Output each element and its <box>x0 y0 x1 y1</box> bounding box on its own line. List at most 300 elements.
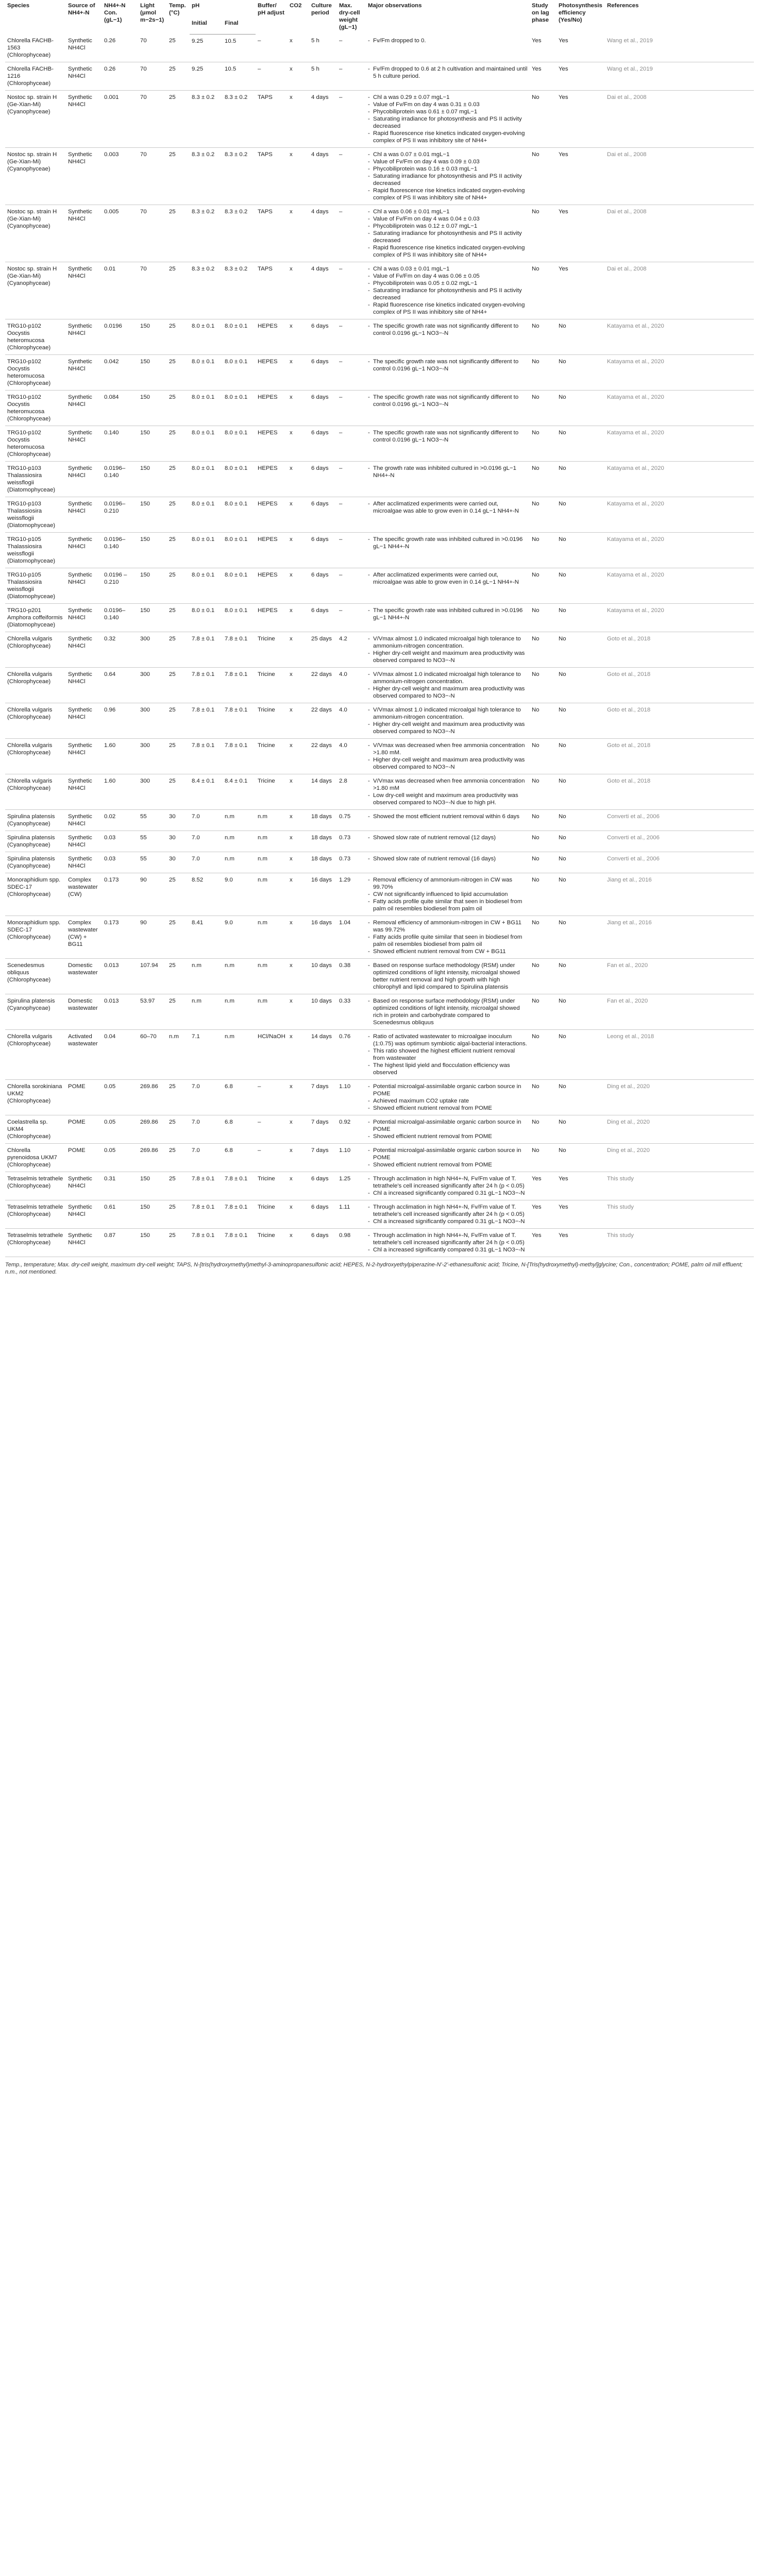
cell-observations <box>366 568 530 604</box>
observation-list <box>368 465 528 479</box>
cell-temperature: 25 <box>167 533 190 568</box>
cell-culture-period: 7 days <box>309 1115 337 1144</box>
cell-ph-initial: n.m <box>190 994 223 1030</box>
cell-lag-phase: Yes <box>530 1200 556 1229</box>
cell-source: Synthetic NH4Cl <box>66 262 102 319</box>
table-row <box>5 568 754 604</box>
cell-co2: x <box>288 668 309 703</box>
cell-photosynthesis: No <box>556 533 605 568</box>
cell-ph-final: 6.8 <box>223 1144 256 1172</box>
cell-lag-phase: No <box>530 497 556 533</box>
cell-observations <box>366 391 530 426</box>
cell-ph-initial: 8.52 <box>190 873 223 916</box>
cell-concentration: 0.04 <box>102 1030 138 1080</box>
cell-light: 150 <box>138 1200 167 1229</box>
observation-item: - Saturating irradiance for photosynthesis and PS II activity decreased <box>368 115 528 130</box>
cell-reference: Goto et al., 2018 <box>605 774 754 810</box>
cell-co2: x <box>288 1115 309 1144</box>
cell-max-dry-weight: 4.0 <box>337 739 366 774</box>
cell-culture-period: 6 days <box>309 604 337 632</box>
cell-source: Synthetic NH4Cl <box>66 831 102 852</box>
cell-concentration: 0.05 <box>102 1144 138 1172</box>
cell-ph-final: 6.8 <box>223 1115 256 1144</box>
cell-light: 269.86 <box>138 1115 167 1144</box>
header-ph-final: Final <box>223 19 256 34</box>
cell-ph-final: 6.8 <box>223 1080 256 1115</box>
observation-item: - The specific growth rate was not significantly different to control 0.0196 gL−1 NO3−-N <box>368 358 528 372</box>
header-lag-phase: Study on lag phase <box>532 3 549 23</box>
cell-lag-phase: No <box>530 959 556 994</box>
observation-list <box>368 671 528 700</box>
cell-species: TRG10-p201 Amphora coffeiformis (Diatomophyceae) <box>5 604 66 632</box>
cell-ph-final: 7.8 ± 0.1 <box>223 739 256 774</box>
cell-ph-initial: 9.25 <box>190 34 223 62</box>
observation-item: - The growth rate was inhibited cultured in >0.0196 gL−1 NH4+-N <box>368 465 528 479</box>
cell-light: 300 <box>138 632 167 668</box>
cell-species: Chlorella pyrenoidosa UKM7 (Chlorophyceae) <box>5 1144 66 1172</box>
cell-ph-initial: 8.0 ± 0.1 <box>190 568 223 604</box>
cell-max-dry-weight: 0.73 <box>337 831 366 852</box>
cell-lag-phase: No <box>530 831 556 852</box>
observation-item: - Higher dry-cell weight and maximum area productivity was observed compared to NO3−-N <box>368 650 528 664</box>
cell-ph-initial: 7.8 ± 0.1 <box>190 1229 223 1257</box>
table-footnote: Temp., temperature; Max. dry-cell weight, maximum dry-cell weight; TAPS, N-[tris(hydroxymethyl)methyl-3-aminopropanesulfonic acid; HEPES, N-2-hydroxyethylpiperazine-N′-2'-ethanesulfonic acid; Tricine, N-[Tris(hydroxymethyl)-methyl]glycine; Con., concentration; POME, palm oil mill effluent; n.m., not mentioned. <box>5 1262 743 1275</box>
observation-item: - Higher dry-cell weight and maximum area productivity was observed compared to NO3−-N <box>368 685 528 700</box>
observation-list <box>368 151 528 201</box>
cell-source: Synthetic NH4Cl <box>66 852 102 873</box>
cell-max-dry-weight: 0.76 <box>337 1030 366 1080</box>
cell-buffer: – <box>256 34 288 62</box>
cell-observations <box>366 533 530 568</box>
observation-item: - Chl a was 0.29 ± 0.07 mgL−1 <box>368 94 528 101</box>
cell-concentration: 0.05 <box>102 1080 138 1115</box>
observation-item: - Showed efficient nutrient removal from POME <box>368 1105 528 1112</box>
cell-ph-initial: 9.25 <box>190 62 223 91</box>
cell-culture-period: 6 days <box>309 568 337 604</box>
cell-max-dry-weight: 4.2 <box>337 632 366 668</box>
cell-co2: x <box>288 632 309 668</box>
cell-co2: x <box>288 497 309 533</box>
cell-photosynthesis: No <box>556 604 605 632</box>
cell-species: Chlorella vulgaris (Chlorophyceae) <box>5 668 66 703</box>
cell-buffer: HEPES <box>256 355 288 391</box>
cell-light: 269.86 <box>138 1144 167 1172</box>
cell-culture-period: 4 days <box>309 148 337 205</box>
table-row <box>5 994 754 1030</box>
observation-list <box>368 635 528 664</box>
cell-buffer: – <box>256 1115 288 1144</box>
cell-buffer: – <box>256 1080 288 1115</box>
cell-light: 300 <box>138 774 167 810</box>
cell-observations <box>366 831 530 852</box>
cell-light: 53.97 <box>138 994 167 1030</box>
cell-species: Chlorella FACHB-1563 (Chlorophyceae) <box>5 34 66 62</box>
cell-lag-phase: Yes <box>530 62 556 91</box>
cell-co2: x <box>288 205 309 262</box>
observation-item: - V/Vmax almost 1.0 indicated microalgal high tolerance to ammonium-nitrogen concentration. <box>368 671 528 685</box>
cell-reference: Katayama et al., 2020 <box>605 604 754 632</box>
cell-source: Synthetic NH4Cl <box>66 604 102 632</box>
cell-temperature: n.m <box>167 1030 190 1080</box>
observation-list <box>368 1175 528 1197</box>
cell-max-dry-weight: – <box>337 319 366 355</box>
cell-photosynthesis: No <box>556 916 605 959</box>
cell-source: Synthetic NH4Cl <box>66 533 102 568</box>
observation-item: - Value of Fv/Fm on day 4 was 0.04 ± 0.03 <box>368 215 528 223</box>
cell-buffer: n.m <box>256 916 288 959</box>
cell-photosynthesis: No <box>556 426 605 462</box>
cell-ph-initial: 8.0 ± 0.1 <box>190 426 223 462</box>
cell-buffer: TAPS <box>256 205 288 262</box>
cell-temperature: 25 <box>167 319 190 355</box>
cell-light: 55 <box>138 810 167 831</box>
cell-buffer: – <box>256 1144 288 1172</box>
cell-source: Synthetic NH4Cl <box>66 462 102 497</box>
cell-buffer: TAPS <box>256 262 288 319</box>
observation-item: - Phycobiliprotein was 0.12 ± 0.07 mgL−1 <box>368 223 528 230</box>
cell-ph-initial: 8.0 ± 0.1 <box>190 533 223 568</box>
table-row <box>5 262 754 319</box>
observation-item: - Rapid fluorescence rise kinetics indicated oxygen-evolving complex of PS II was inhibitory site of NH4+ <box>368 301 528 316</box>
cell-ph-initial: 7.0 <box>190 1080 223 1115</box>
cell-max-dry-weight: – <box>337 34 366 62</box>
cell-reference: Fan et al., 2020 <box>605 959 754 994</box>
cell-temperature: 25 <box>167 604 190 632</box>
cell-max-dry-weight: – <box>337 426 366 462</box>
cell-temperature: 25 <box>167 632 190 668</box>
table-row <box>5 831 754 852</box>
cell-reference: Jiang et al., 2016 <box>605 916 754 959</box>
cell-reference: Dai et al., 2008 <box>605 148 754 205</box>
cell-light: 150 <box>138 391 167 426</box>
cell-photosynthesis: No <box>556 632 605 668</box>
observation-item: - Value of Fv/Fm on day 4 was 0.06 ± 0.05 <box>368 273 528 280</box>
cell-species: Nostoc sp. strain H (Ge-Xian-Mi) (Cyanophyceae) <box>5 148 66 205</box>
cell-ph-initial: 7.0 <box>190 1115 223 1144</box>
observation-list <box>368 706 528 735</box>
cell-ph-initial: 8.0 ± 0.1 <box>190 391 223 426</box>
cell-observations <box>366 462 530 497</box>
table-row <box>5 959 754 994</box>
cell-ph-initial: 8.3 ± 0.2 <box>190 148 223 205</box>
cell-species: Tetraselmis tetrathele (Chlorophyceae) <box>5 1200 66 1229</box>
cell-species: Tetraselmis tetrathele (Chlorophyceae) <box>5 1172 66 1200</box>
cell-max-dry-weight: – <box>337 462 366 497</box>
cell-culture-period: 22 days <box>309 739 337 774</box>
observation-item: - Fv/Fm dropped to 0. <box>368 37 528 44</box>
observation-item: - Fatty acids profile quite similar that seen in biodiesel from palm oil resembles biodiesel from palm oil <box>368 898 528 912</box>
cell-photosynthesis: No <box>556 703 605 739</box>
cell-source: Complex wastewater (CW) <box>66 873 102 916</box>
cell-ph-initial: 7.0 <box>190 810 223 831</box>
observation-item: - Higher dry-cell weight and maximum area productivity was observed compared to NO3−-N <box>368 756 528 771</box>
cell-observations <box>366 703 530 739</box>
cell-source: Synthetic NH4Cl <box>66 34 102 62</box>
cell-source: Synthetic NH4Cl <box>66 391 102 426</box>
cell-concentration: 0.87 <box>102 1229 138 1257</box>
observation-item: - This ratio showed the highest efficient nutrient removal from wastewater <box>368 1047 528 1062</box>
cell-light: 300 <box>138 703 167 739</box>
cell-ph-initial: 8.0 ± 0.1 <box>190 319 223 355</box>
header-max-dry-weight: Max. dry-cell weight (gL−1) <box>339 3 360 30</box>
cell-source: Synthetic NH4Cl <box>66 1200 102 1229</box>
header-co2: CO2 <box>290 3 302 9</box>
cell-culture-period: 6 days <box>309 497 337 533</box>
cell-co2: x <box>288 91 309 148</box>
cell-light: 70 <box>138 262 167 319</box>
cell-species: TRG10-p102 Oocystis heteromucosa (Chlorophyceae) <box>5 391 66 426</box>
cell-culture-period: 4 days <box>309 91 337 148</box>
cell-buffer: TAPS <box>256 91 288 148</box>
observation-list <box>368 208 528 259</box>
cell-reference: Katayama et al., 2020 <box>605 533 754 568</box>
cell-concentration: 0.084 <box>102 391 138 426</box>
cell-ph-initial: 8.41 <box>190 916 223 959</box>
cell-co2: x <box>288 148 309 205</box>
cell-concentration: 1.60 <box>102 774 138 810</box>
cell-concentration: 0.05 <box>102 1115 138 1144</box>
cell-reference: Converti et al., 2006 <box>605 810 754 831</box>
cell-photosynthesis: No <box>556 1115 605 1144</box>
cell-buffer: Tricine <box>256 1200 288 1229</box>
cell-temperature: 25 <box>167 994 190 1030</box>
header-concentration: NH4+-N Con. (gL−1) <box>104 3 126 23</box>
header-light: Light (μmol m−2s−1) <box>140 3 164 23</box>
cell-ph-initial: n.m <box>190 959 223 994</box>
cell-buffer: n.m <box>256 831 288 852</box>
observation-list <box>368 834 528 841</box>
cell-lag-phase: No <box>530 1115 556 1144</box>
cell-buffer: TAPS <box>256 148 288 205</box>
cell-photosynthesis: No <box>556 391 605 426</box>
cell-buffer: HEPES <box>256 391 288 426</box>
cell-culture-period: 5 h <box>309 34 337 62</box>
observation-list <box>368 1083 528 1112</box>
observation-item: - V/Vmax was decreased when free ammonia concentration >1.80 mM. <box>368 742 528 756</box>
cell-ph-final: 8.0 ± 0.1 <box>223 391 256 426</box>
cell-photosynthesis: No <box>556 319 605 355</box>
observation-item: - Higher dry-cell weight and maximum area productivity was observed compared to NO3−-N <box>368 721 528 735</box>
cell-source: Activated wastewater <box>66 1030 102 1080</box>
table-row <box>5 632 754 668</box>
cell-max-dry-weight: – <box>337 533 366 568</box>
observation-list <box>368 429 528 444</box>
observation-list <box>368 876 528 912</box>
cell-max-dry-weight: – <box>337 91 366 148</box>
cell-temperature: 25 <box>167 497 190 533</box>
cell-lag-phase: No <box>530 852 556 873</box>
cell-photosynthesis: No <box>556 774 605 810</box>
cell-concentration: 0.03 <box>102 831 138 852</box>
cell-reference: Katayama et al., 2020 <box>605 391 754 426</box>
observation-item: - Rapid fluorescence rise kinetics indicated oxygen-evolving complex of PS II was inhibitory site of NH4+ <box>368 130 528 144</box>
cell-ph-final: 8.0 ± 0.1 <box>223 355 256 391</box>
observation-item: - Showed the most efficient nutrient removal within 6 days <box>368 813 528 820</box>
cell-photosynthesis: No <box>556 568 605 604</box>
table-row <box>5 355 754 391</box>
cell-observations <box>366 632 530 668</box>
table-row <box>5 1030 754 1080</box>
observation-item: - Based on response surface methodology (RSM) under optimized conditions of light intensity, microalgal showed better nutrient removal and high growth with high chlorophyll and lipid compared to Spirulina platensis <box>368 962 528 991</box>
cell-co2: x <box>288 462 309 497</box>
observation-item: - Removal efficiency of ammonium-nitrogen in CW was 99.70% <box>368 876 528 891</box>
cell-max-dry-weight: – <box>337 148 366 205</box>
cell-ph-initial: 7.1 <box>190 1030 223 1080</box>
cell-buffer: HEPES <box>256 497 288 533</box>
cell-lag-phase: No <box>530 568 556 604</box>
cell-co2: x <box>288 262 309 319</box>
cell-concentration: 0.0196–0.140 <box>102 604 138 632</box>
cell-light: 150 <box>138 1229 167 1257</box>
cell-reference: Jiang et al., 2016 <box>605 873 754 916</box>
cell-ph-final: 8.0 ± 0.1 <box>223 319 256 355</box>
cell-buffer: n.m <box>256 873 288 916</box>
cell-culture-period: 4 days <box>309 262 337 319</box>
cell-culture-period: 16 days <box>309 873 337 916</box>
observation-item: - Saturating irradiance for photosynthesis and PS II activity decreased <box>368 230 528 244</box>
table-body <box>5 34 754 1257</box>
cell-ph-final: 7.8 ± 0.1 <box>223 1172 256 1200</box>
cell-culture-period: 6 days <box>309 1200 337 1229</box>
observation-list <box>368 323 528 337</box>
cell-observations <box>366 262 530 319</box>
cell-temperature: 25 <box>167 462 190 497</box>
cell-lag-phase: No <box>530 262 556 319</box>
cell-ph-final: 8.3 ± 0.2 <box>223 91 256 148</box>
cell-culture-period: 6 days <box>309 1229 337 1257</box>
table-row <box>5 774 754 810</box>
cell-temperature: 25 <box>167 262 190 319</box>
observation-item: - Phycobiliprotein was 0.05 ± 0.02 mgL−1 <box>368 280 528 287</box>
cell-lag-phase: No <box>530 994 556 1030</box>
cell-concentration: 0.013 <box>102 959 138 994</box>
cell-lag-phase: Yes <box>530 1229 556 1257</box>
cell-species: Spirulina platensis (Cyanophyceae) <box>5 810 66 831</box>
cell-temperature: 30 <box>167 852 190 873</box>
observation-item: - Potential microalgal-assimilable organic carbon source in POME <box>368 1147 528 1161</box>
cell-ph-final: 8.3 ± 0.2 <box>223 262 256 319</box>
cell-species: TRG10-p105 Thalassiosira weissflogii (Diatomophyceae) <box>5 568 66 604</box>
cell-buffer: n.m <box>256 994 288 1030</box>
observation-list <box>368 65 528 80</box>
cell-max-dry-weight: 2.8 <box>337 774 366 810</box>
cell-lag-phase: No <box>530 703 556 739</box>
header-ph: pH <box>192 3 200 9</box>
cell-observations <box>366 319 530 355</box>
cell-reference: Katayama et al., 2020 <box>605 568 754 604</box>
cell-observations <box>366 774 530 810</box>
cell-co2: x <box>288 426 309 462</box>
cell-buffer: HEPES <box>256 319 288 355</box>
cell-species: Chlorella sorokiniana UKM2 (Chlorophyceae) <box>5 1080 66 1115</box>
cell-lag-phase: No <box>530 916 556 959</box>
cell-temperature: 25 <box>167 703 190 739</box>
data-table <box>5 0 754 1257</box>
cell-co2: x <box>288 1080 309 1115</box>
observation-item: - Based on response surface methodology (RSM) under optimized conditions of light intensity, microalgal showed rich in protein and carbohydrate compared to Scenedesmus obliquus <box>368 997 528 1026</box>
cell-photosynthesis: No <box>556 1030 605 1080</box>
cell-co2: x <box>288 774 309 810</box>
observation-list <box>368 1147 528 1168</box>
observation-item: - Showed efficient nutrient removal from CW + BG11 <box>368 948 528 955</box>
header-temperature: Temp. (°C) <box>169 3 186 16</box>
observation-list <box>368 813 528 820</box>
cell-concentration: 0.0196–0.210 <box>102 497 138 533</box>
cell-source: Domestic wastewater <box>66 994 102 1030</box>
cell-lag-phase: No <box>530 1030 556 1080</box>
observation-list <box>368 997 528 1026</box>
cell-max-dry-weight: 1.11 <box>337 1200 366 1229</box>
cell-lag-phase: No <box>530 148 556 205</box>
cell-max-dry-weight: 0.98 <box>337 1229 366 1257</box>
cell-lag-phase: No <box>530 391 556 426</box>
cell-reference: Ding et al., 2020 <box>605 1080 754 1115</box>
table-row <box>5 873 754 916</box>
cell-ph-initial: 7.0 <box>190 1144 223 1172</box>
cell-ph-final: 8.0 ± 0.1 <box>223 568 256 604</box>
cell-ph-final: n.m <box>223 810 256 831</box>
cell-ph-final: 8.0 ± 0.1 <box>223 426 256 462</box>
cell-reference: Katayama et al., 2020 <box>605 319 754 355</box>
cell-temperature: 25 <box>167 739 190 774</box>
cell-light: 55 <box>138 852 167 873</box>
cell-light: 90 <box>138 873 167 916</box>
cell-max-dry-weight: – <box>337 262 366 319</box>
header-buffer: Buffer/ pH adjust <box>258 3 284 16</box>
cell-max-dry-weight: 1.25 <box>337 1172 366 1200</box>
cell-source: POME <box>66 1115 102 1144</box>
cell-species: Nostoc sp. strain H (Ge-Xian-Mi) (Cyanophyceae) <box>5 262 66 319</box>
cell-culture-period: 10 days <box>309 994 337 1030</box>
cell-reference: Converti et al., 2006 <box>605 852 754 873</box>
cell-temperature: 25 <box>167 1080 190 1115</box>
cell-species: Spirulina platensis (Cyanophyceae) <box>5 831 66 852</box>
cell-reference: Ding et al., 2020 <box>605 1115 754 1144</box>
cell-observations <box>366 1144 530 1172</box>
cell-buffer: HCl/NaOH <box>256 1030 288 1080</box>
cell-temperature: 25 <box>167 916 190 959</box>
header-source: Source of NH4+-N <box>68 3 95 16</box>
cell-photosynthesis: No <box>556 852 605 873</box>
cell-species: Monoraphidium spp. SDEC-17 (Chlorophyceae) <box>5 873 66 916</box>
cell-species: TRG10-p103 Thalassiosira weissflogii (Diatomophyceae) <box>5 497 66 533</box>
cell-photosynthesis: Yes <box>556 62 605 91</box>
observation-list <box>368 962 528 991</box>
cell-concentration: 0.140 <box>102 426 138 462</box>
cell-species: Monoraphidium spp. SDEC-17 (Chlorophyceae) <box>5 916 66 959</box>
observation-item: - Potential microalgal-assimilable organic carbon source in POME <box>368 1118 528 1133</box>
cell-concentration: 0.64 <box>102 668 138 703</box>
observation-item: - Showed slow rate of nutrient removal (16 days) <box>368 855 528 862</box>
observation-item: - Chl a was 0.07 ± 0.01 mgL−1 <box>368 151 528 158</box>
observation-item: - After acclimatized experiments were carried out, microalgae was able to grow even in 0.14 gL−1 NH4+-N <box>368 500 528 515</box>
cell-reference: Katayama et al., 2020 <box>605 497 754 533</box>
cell-lag-phase: No <box>530 205 556 262</box>
cell-buffer: Tricine <box>256 1172 288 1200</box>
table-row <box>5 703 754 739</box>
cell-source: Synthetic NH4Cl <box>66 810 102 831</box>
cell-concentration: 0.0196 – 0.210 <box>102 568 138 604</box>
cell-temperature: 25 <box>167 873 190 916</box>
cell-observations <box>366 34 530 62</box>
observation-item: - V/Vmax almost 1.0 indicated microalgal high tolerance to ammonium-nitrogen concentration. <box>368 635 528 650</box>
cell-reference: Katayama et al., 2020 <box>605 355 754 391</box>
cell-photosynthesis: Yes <box>556 1229 605 1257</box>
cell-light: 55 <box>138 831 167 852</box>
cell-concentration: 0.61 <box>102 1200 138 1229</box>
cell-photosynthesis: Yes <box>556 262 605 319</box>
cell-observations <box>366 668 530 703</box>
